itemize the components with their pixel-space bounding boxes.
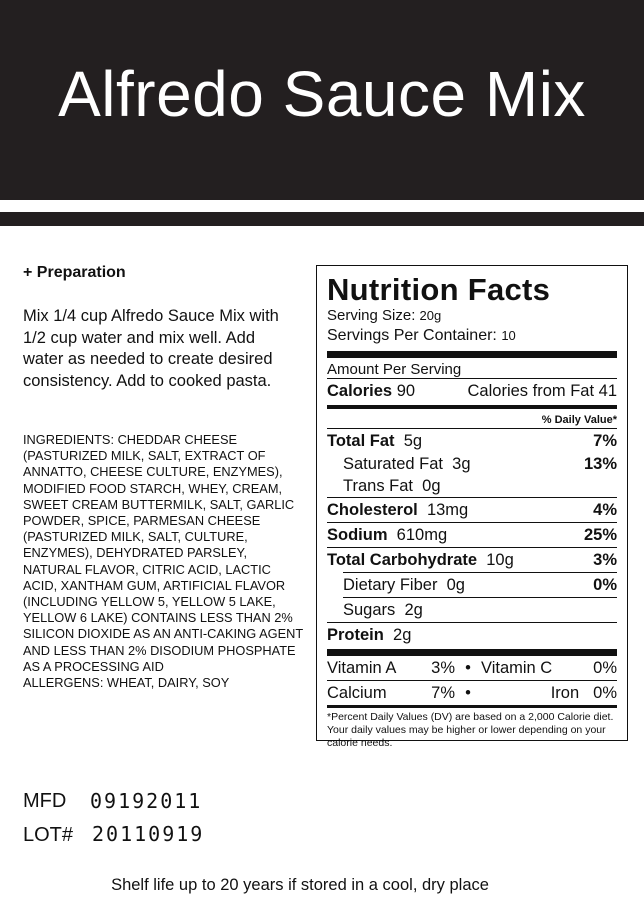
- shelf-life-note: Shelf life up to 20 years if stored in a cool, dry place: [111, 876, 489, 894]
- vitamin-c-label: Vitamin C: [481, 659, 553, 677]
- nutrient-row-total-fat: [327, 429, 617, 453]
- servings-per-container: [327, 326, 617, 346]
- calories-from-fat-label: Calories from Fat: [467, 382, 595, 400]
- nutrient-label: Saturated Fat: [343, 455, 443, 473]
- product-title: Alfredo Sauce Mix: [58, 58, 586, 130]
- nutrient-amount: 2g: [393, 626, 412, 644]
- nutrient-dv: 0%: [593, 576, 617, 594]
- nutrient-dv: 13%: [583, 455, 617, 473]
- nutrient-amount: 10g: [486, 551, 514, 569]
- preparation-text: Mix 1/4 cup Alfredo Sauce Mix with 1/2 cup water and mix well. Add water as needed to create desired consistency. Add to cooked pasta.: [23, 307, 279, 390]
- nutrient-row-sugars: [327, 598, 617, 622]
- nutrition-facts-panel: [316, 265, 628, 749]
- nutrient-amount: 3g: [452, 455, 471, 473]
- lot-label: LOT#: [23, 824, 74, 846]
- calories-label: Calories: [327, 382, 393, 400]
- thick-divider: [327, 351, 617, 358]
- nutrient-amount: 13mg: [426, 501, 469, 519]
- thick-divider: [327, 649, 617, 656]
- nutrient-row-cholesterol: [327, 498, 617, 522]
- nutrient-dv: 25%: [583, 526, 617, 544]
- iron-label: Iron: [550, 684, 580, 702]
- nutrient-amount: 610mg: [396, 526, 448, 544]
- serving-size-label: Serving Size:: [327, 307, 416, 324]
- ingredients-text: INGREDIENTS: CHEDDAR CHEESE (PASTURIZED MILK, SALT, EXTRACT OF ANNATTO, CHEESE CULTURE, ENZYMES), MODIFIED FOOD STARCH, WHEY, CREAM, SWEET CREAM BUTTERMILK, SALT, GARLIC POWDER, SPICE, PARMESAN CHEESE (PASTURIZED MILK, SALT, CULTURE, ENZYMES), DEHYDRATED PARSLEY, NATURAL FLAVOR, CITRIC ACID, LACTIC ACID, XANTHAM GUM, ARTIFICIAL FLAVOR (INCLUDING YELLOW 5, YELLOW 5 LAKE, YELLOW 6 LAKE) CONTAINS LESS THAN 2% SILICON DIOXIDE AS AN ANTI-CAKING AGENT AND LESS THAN 2% DISODIUM PHOSPHATE AS A PROCESSING AID: [23, 432, 303, 674]
- serving-size-value: 20g: [419, 308, 442, 323]
- nutrient-label: Total Fat: [327, 432, 395, 450]
- nutrient-row-dietary-fiber: [327, 573, 617, 597]
- bullet-separator: •: [465, 684, 471, 702]
- nutrient-row-protein: [327, 623, 617, 647]
- nutrient-row-saturated-fat: [327, 453, 617, 475]
- vitamin-c-value: 0%: [593, 659, 617, 677]
- nutrient-amount: 2g: [404, 601, 423, 619]
- nutrient-label: Dietary Fiber: [343, 576, 438, 594]
- lot-value: 20110919: [92, 822, 205, 846]
- nutrient-dv: 7%: [593, 432, 617, 450]
- nutrient-amount: 5g: [403, 432, 423, 450]
- calories-row: [327, 379, 617, 403]
- nutrient-dv: 3%: [593, 551, 617, 569]
- nutrient-amount: 0g: [422, 477, 441, 495]
- nutrition-facts-title: Nutrition Facts: [327, 272, 551, 307]
- preparation-heading: + Preparation: [23, 264, 126, 281]
- daily-value-footnote: *Percent Daily Values (DV) are based on a 2,000 Calorie diet. Your daily values may be higher or lower depending on your calorie needs.: [327, 711, 614, 749]
- calcium-label: Calcium: [327, 684, 387, 702]
- bullet-separator: •: [465, 659, 471, 677]
- allergens-text: ALLERGENS: WHEAT, DAIRY, SOY: [23, 675, 230, 691]
- nutrient-label: Sugars: [343, 601, 396, 619]
- iron-value: 0%: [593, 684, 617, 702]
- nutrient-amount: 0g: [446, 576, 465, 594]
- daily-value-header: % Daily Value*: [541, 414, 617, 426]
- vitamin-row-1: [327, 656, 617, 680]
- calcium-value: 7%: [431, 684, 455, 702]
- label-header: [0, 0, 644, 200]
- ingredients-block: [23, 432, 303, 691]
- medium-divider: [327, 405, 617, 409]
- calories-from-fat-value: 41: [598, 382, 617, 400]
- nutrient-row-total-carbohydrate: [327, 548, 617, 572]
- calories-value: 90: [396, 382, 416, 400]
- header-divider-stripe: [0, 212, 644, 226]
- nutrient-label: Total Carbohydrate: [327, 551, 478, 569]
- nutrient-row-trans-fat: [327, 475, 617, 497]
- nutrient-label: Sodium: [327, 526, 388, 544]
- vitamin-row-2: [327, 681, 617, 705]
- vitamin-a-label: Vitamin A: [327, 659, 397, 677]
- amount-per-serving: Amount Per Serving: [327, 361, 462, 378]
- servings-value: 10: [501, 328, 516, 343]
- nutrient-label: Trans Fat: [343, 477, 413, 495]
- nutrient-label: Protein: [327, 626, 384, 644]
- nutrient-dv: 4%: [593, 501, 617, 519]
- mfd-label: MFD: [23, 790, 67, 812]
- mfd-value: 09192011: [90, 789, 203, 813]
- nutrient-label: Cholesterol: [327, 501, 418, 519]
- servings-label: Servings Per Container:: [327, 327, 497, 344]
- nutrient-row-sodium: [327, 523, 617, 547]
- serving-size: [327, 306, 617, 326]
- vitamin-a-value: 3%: [431, 659, 455, 677]
